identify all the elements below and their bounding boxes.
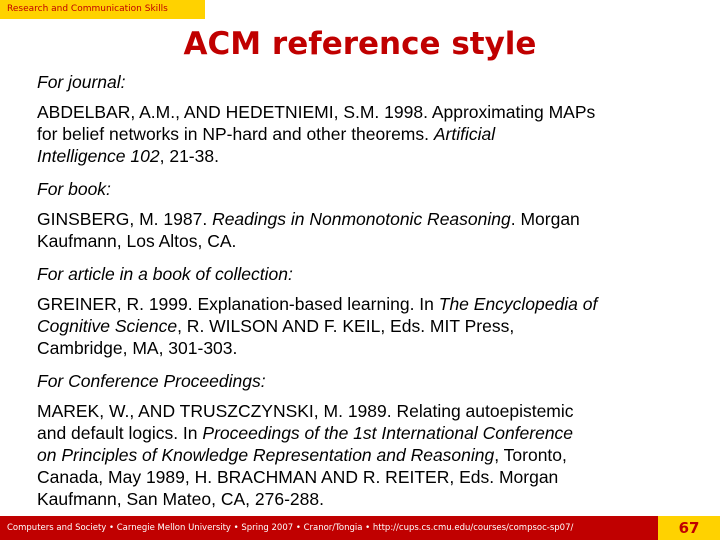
reference-text: GREINER, R. 1999. Explanation-based learning. In	[37, 294, 439, 314]
reference-text: MAREK, W., AND TRUSZCZYNSKI, M. 1989. Relating autoepistemic	[37, 401, 574, 421]
reference-text: Kaufmann, Los Altos, CA.	[37, 231, 237, 251]
footer-text: Computers and Society • Carnegie Mellon University • Spring 2007 • Cranor/Tongia • http://cups.cs.cmu.edu/courses/compsoc-sp07/	[7, 523, 574, 533]
reference-text: . Morgan	[510, 209, 580, 229]
reference-text: , Toronto,	[494, 445, 567, 465]
reference-italic-text: Readings in Nonmonotonic Reasoning	[212, 209, 511, 229]
reference-line	[37, 444, 707, 466]
reference-entry	[37, 101, 707, 167]
reference-italic-text: The Encyclopedia of	[438, 294, 598, 314]
page-number: 67	[658, 516, 720, 540]
reference-line	[37, 488, 707, 510]
section-heading: For book:	[37, 179, 111, 199]
reference-line	[37, 315, 707, 337]
reference-line	[37, 422, 707, 444]
reference-line	[37, 101, 707, 123]
footer-bar	[0, 516, 720, 540]
reference-text: for belief networks in NP-hard and other theorems.	[37, 124, 434, 144]
reference-line	[37, 400, 707, 422]
reference-entry	[37, 400, 707, 510]
reference-text: , R. WILSON AND F. KEIL, Eds. MIT Press,	[177, 316, 515, 336]
reference-text: Canada, May 1989, H. BRACHMAN AND R. REITER, Eds. Morgan	[37, 467, 559, 487]
section-heading: For Conference Proceedings:	[37, 371, 266, 391]
reference-text: and default logics. In	[37, 423, 203, 443]
slide-body	[37, 70, 707, 520]
reference-entry	[37, 293, 707, 359]
reference-line	[37, 123, 707, 145]
reference-italic-text: Cognitive Science	[37, 316, 178, 336]
reference-italic-text: Artificial	[433, 124, 496, 144]
reference-italic-text: on Principles of Knowledge Representation and Reasoning	[37, 445, 495, 465]
reference-italic-text: Proceedings of the 1st International Conference	[202, 423, 574, 443]
reference-text: Kaufmann, San Mateo, CA, 276-288.	[37, 489, 324, 509]
reference-line	[37, 230, 707, 252]
section-heading: For journal:	[37, 72, 126, 92]
slide-title: ACM reference style	[183, 26, 537, 62]
reference-text: , 21-38.	[159, 146, 219, 166]
course-tag: Research and Communication Skills	[0, 0, 205, 19]
reference-text: Cambridge, MA, 301-303.	[37, 338, 238, 358]
reference-italic-text: Intelligence 102	[37, 146, 160, 166]
reference-line	[37, 208, 707, 230]
reference-entry	[37, 208, 707, 252]
reference-text: ABDELBAR, A.M., AND HEDETNIEMI, S.M. 1998. Approximating MAPs	[37, 102, 596, 122]
reference-line	[37, 293, 707, 315]
reference-line	[37, 337, 707, 359]
reference-text: GINSBERG, M. 1987.	[37, 209, 213, 229]
reference-line	[37, 466, 707, 488]
reference-line	[37, 145, 707, 167]
section-heading: For article in a book of collection:	[37, 264, 293, 284]
